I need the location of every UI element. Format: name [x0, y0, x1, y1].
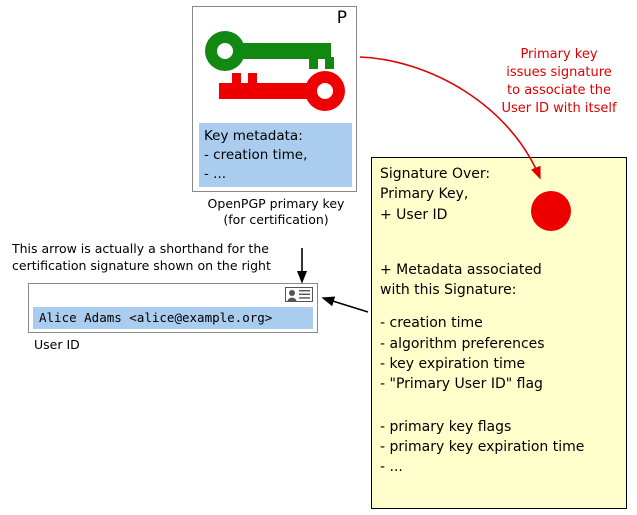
key-metadata-line-3: - ...	[204, 166, 227, 183]
primary-key-caption	[201, 196, 351, 229]
shorthand-note-line-2: certification signature shown on the right	[12, 257, 271, 273]
key-metadata-box	[199, 123, 352, 187]
signature-metadata-item: - key expiration time	[380, 356, 526, 373]
signature-metadata-header-line-1: + Metadata associated	[380, 261, 542, 278]
shorthand-note	[12, 241, 312, 274]
key-metadata-line-2: - creation time,	[204, 147, 308, 164]
user-id-caption: User ID	[34, 337, 80, 352]
signature-panel	[371, 157, 627, 509]
signature-metadata-item: - ...	[380, 459, 403, 476]
signature-header-line-3: + User ID	[380, 206, 448, 223]
primary-key-card	[192, 6, 357, 192]
primary-key-letter: P	[336, 8, 347, 28]
signature-metadata-item: - "Primary User ID" flag	[380, 376, 543, 393]
primary-key-caption-line-1: OpenPGP primary key	[207, 196, 345, 211]
signature-header-line-1: Signature Over:	[380, 166, 491, 182]
signature-metadata-item: - creation time	[380, 315, 483, 332]
key-metadata-line-1: Key metadata:	[204, 128, 303, 144]
signature-metadata-item: - primary key flags	[380, 418, 512, 435]
signature-metadata-item: - algorithm preferences	[380, 335, 545, 352]
signature-dot	[531, 191, 571, 231]
primary-key-caption-line-2: (for certification)	[223, 212, 329, 228]
signature-metadata-item: - primary key expiration time	[380, 438, 585, 455]
user-id-icon	[285, 287, 313, 302]
shorthand-note-line-1: This arrow is actually a shorthand for the	[12, 241, 269, 256]
signature-header-line-2: Primary Key,	[380, 186, 469, 203]
key-pair-icon	[199, 29, 351, 113]
signature-metadata-header-line-2: with this Signature:	[380, 282, 517, 299]
user-id-value: Alice Adams <alice@example.org>	[33, 307, 313, 329]
signature-annotation-text: Primary key issues signature to associate the User ID with itself	[501, 47, 617, 116]
user-id-card	[28, 283, 318, 333]
signature-to-user-id-arrow	[323, 298, 368, 312]
